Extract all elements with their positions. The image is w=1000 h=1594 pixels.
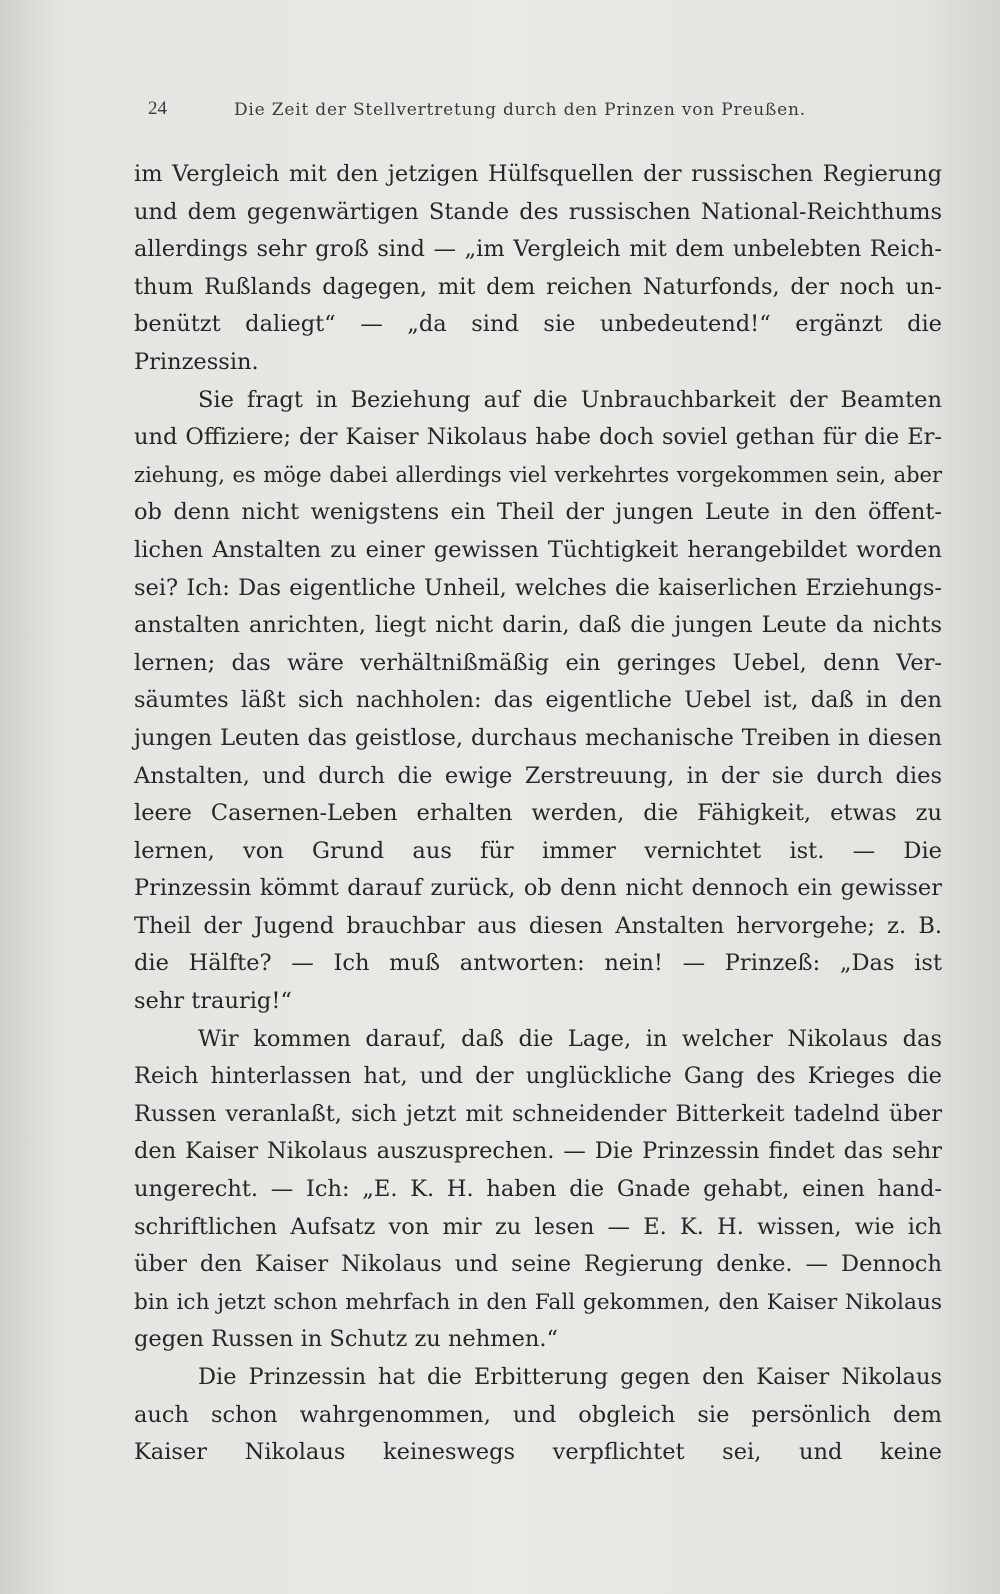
text-line: schriftlichen Aufsatz von mir zu lesen — E. K. H. wissen, wie ich xyxy=(134,1213,942,1240)
text-line: anstalten anrichten, liegt nicht darin, daß die jungen Leute da nichts xyxy=(134,612,942,639)
text-line: jungen Leuten das geistlose, durchaus mechanische Treiben in diesen xyxy=(134,724,942,751)
page-header xyxy=(148,98,858,128)
text-line: lichen Anstalten zu einer gewissen Tüchtigkeit herangebildet worden xyxy=(134,536,942,563)
text-line: im Vergleich mit den jetzigen Hülfsquellen der russischen Regierung xyxy=(134,161,942,187)
text-line: allerdings sehr groß sind — „im Vergleich mit dem unbelebten Reich- xyxy=(134,236,942,263)
text-line: über den Kaiser Nikolaus und seine Regierung denke. — Dennoch xyxy=(134,1251,942,1278)
text-line: leere Casernen-Leben erhalten werden, die Fähigkeit, etwas zu xyxy=(134,800,942,827)
text-line: ungerecht. — Ich: „E. K. H. haben die Gnade gehabt, einen hand- xyxy=(134,1176,942,1203)
paragraph xyxy=(134,156,942,382)
running-title: Die Zeit der Stellvertretung durch den Prinzen von Preußen. xyxy=(234,100,806,120)
text-line: Russen veranlaßt, sich jetzt mit schneidender Bitterkeit tadelnd über xyxy=(134,1100,942,1127)
text-line: sehr traurig!“ xyxy=(134,988,292,1015)
text-line: bin ich jetzt schon mehrfach in den Fall gekommen, den Kaiser Nikolaus xyxy=(134,1289,942,1315)
paragraph xyxy=(134,382,942,1021)
text-line: Prinzessin kömmt darauf zurück, ob denn nicht dennoch ein gewisser xyxy=(134,875,942,902)
text-line: thum Rußlands dagegen, mit dem reichen Naturfonds, der noch un- xyxy=(134,273,942,300)
text-line: Die Prinzessin hat die Erbitterung gegen den Kaiser Nikolaus xyxy=(198,1364,942,1390)
text-line: Anstalten, und durch die ewige Zerstreuung, in der sie durch dies xyxy=(134,762,942,789)
text-line: Kaiser Nikolaus keineswegs verpflichtet sei, und keine xyxy=(134,1439,942,1466)
text-line: Theil der Jugend brauchbar aus diesen Anstalten hervorgehe; z. B. xyxy=(134,912,942,939)
page-number: 24 xyxy=(148,98,167,119)
text-line: Prinzessin. xyxy=(134,348,259,375)
body-text xyxy=(134,156,942,1472)
text-line: Sie fragt in Beziehung auf die Unbrauchbarkeit der Beamten xyxy=(198,386,942,413)
text-line: und Offiziere; der Kaiser Nikolaus habe doch soviel gethan für die Er- xyxy=(134,424,942,451)
paragraph xyxy=(134,1359,942,1472)
text-line: ziehung, es möge dabei allerdings viel verkehrtes vorgekommen sein, aber xyxy=(134,462,942,487)
text-line: lernen; das wäre verhältnißmäßig ein geringes Uebel, denn Ver- xyxy=(134,649,942,676)
text-line: lernen, von Grund aus für immer vernichtet ist. — Die xyxy=(134,837,942,864)
text-line: den Kaiser Nikolaus auszusprechen. — Die Prinzessin findet das sehr xyxy=(134,1138,942,1165)
text-line: und dem gegenwärtigen Stande des russischen National-Reichthums xyxy=(134,198,942,225)
text-line: auch schon wahrgenommen, und obgleich sie persönlich dem xyxy=(134,1401,942,1428)
text-line: Reich hinterlassen hat, und der unglückliche Gang des Krieges die xyxy=(134,1063,942,1090)
text-line: gegen Russen in Schutz zu nehmen.“ xyxy=(134,1326,559,1353)
text-line: benützt daliegt“ — „da sind sie unbedeutend!“ ergänzt die xyxy=(134,311,942,338)
text-line: sei? Ich: Das eigentliche Unheil, welches die kaiserlichen Erziehungs- xyxy=(134,574,942,601)
paragraph xyxy=(134,1021,942,1359)
text-line: säumtes läßt sich nachholen: das eigentliche Uebel ist, daß in den xyxy=(134,687,942,714)
text-line: ob denn nicht wenigstens ein Theil der jungen Leute in den öffent- xyxy=(134,499,942,526)
text-line: Wir kommen darauf, daß die Lage, in welcher Nikolaus das xyxy=(198,1025,942,1052)
text-line: die Hälfte? — Ich muß antworten: nein! — Prinzeß: „Das ist xyxy=(134,950,942,977)
